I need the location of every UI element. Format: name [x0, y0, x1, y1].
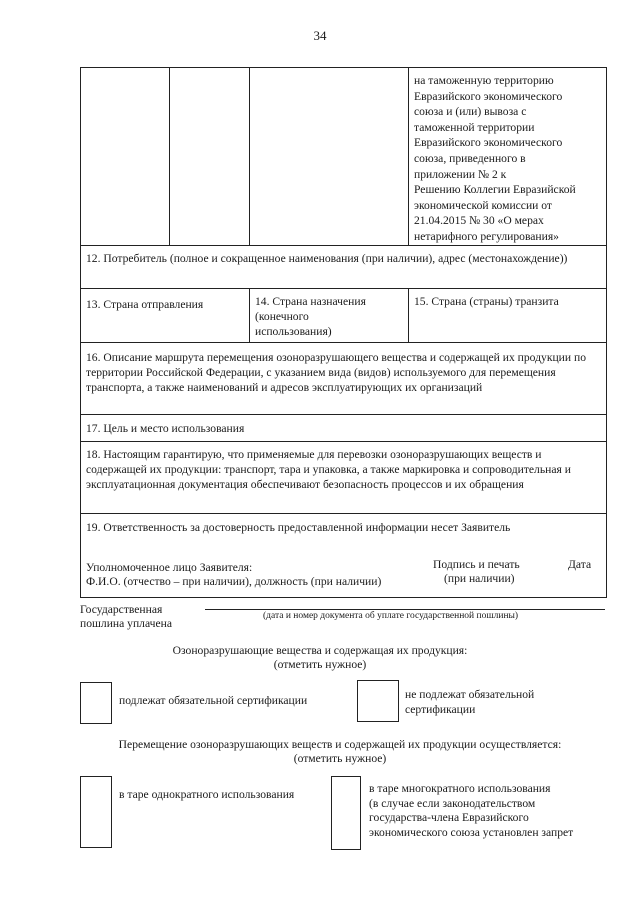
page-number: 34 [313, 28, 327, 43]
single-use-container-checkbox[interactable] [80, 776, 112, 848]
row-divider [80, 513, 607, 514]
movement-section-subtitle: (отметить нужное) [293, 752, 387, 765]
row-divider [80, 342, 607, 343]
table-left-border [80, 67, 81, 598]
ozone-section-subtitle: (отметить нужное) [273, 658, 367, 671]
table-top-border [80, 67, 607, 68]
movement-section-title: Перемещение озоноразрушающих веществ и содержащей их продукции осуществляется: [118, 738, 562, 751]
text-line: государства-члена Евразийского [369, 811, 529, 824]
multi-use-container-checkbox[interactable] [331, 776, 361, 850]
table-bottom-border [80, 597, 607, 598]
text-line: таможенной территории [414, 120, 535, 134]
row-divider [80, 414, 607, 415]
col-divider [249, 288, 250, 343]
field-19-responsibility: 19. Ответственность за достоверность предоставленной информации несет Заявитель [86, 521, 511, 534]
row-divider [80, 441, 607, 442]
text-line: экономического союза установлен запрет [369, 825, 574, 839]
text-line: на таможенную территорию [414, 74, 554, 87]
single-use-container-label: в таре однократного использования [119, 788, 295, 801]
state-fee-underline [205, 609, 605, 610]
text-line: в таре многократного использования [369, 782, 551, 795]
field-13-origin-country: 13. Страна отправления [86, 298, 204, 311]
row-divider [80, 288, 607, 289]
sign-label: Подпись и печать [433, 558, 520, 571]
customs-reference-text [414, 73, 576, 245]
text-line: Решению Коллегии Евразийской [414, 183, 576, 197]
field-15-transit-country: 15. Страна (страны) транзита [414, 295, 559, 308]
date-label: Дата [568, 558, 592, 571]
text-line: Евразийского экономического [414, 89, 563, 103]
text-line: 21.04.2015 № 30 «О мерах [414, 214, 544, 228]
cert-required-checkbox[interactable] [80, 682, 112, 724]
state-fee-label-line1: Государственная [80, 603, 163, 616]
ozone-section-title: Озоноразрушающие вещества и содержащая их продукция: [172, 644, 468, 657]
table-right-border [606, 67, 607, 598]
field-14-destination-country: 14. Страна назначения (конечного использования) [255, 295, 366, 338]
state-fee-caption: (дата и номер документа об уплате государственной пошлины) [263, 611, 519, 621]
col-divider [249, 67, 250, 246]
state-fee-label-line2: пошлина уплачена [80, 617, 172, 630]
multi-use-container-label [369, 782, 573, 840]
field-17-purpose: 17. Цель и место использования [86, 422, 245, 435]
text-line: Евразийского экономического [414, 136, 563, 150]
signer-label: Уполномоченное лицо Заявителя: [86, 561, 253, 574]
text-line: союза, приведенного в [414, 151, 526, 165]
col-divider [169, 67, 170, 246]
row-divider [80, 245, 607, 246]
signer-fio: Ф.И.О. (отчество – при наличии), должность (при наличии) [86, 575, 382, 588]
text-line: союза и (или) вывоза с [414, 105, 527, 119]
field-16-route-description: 16. Описание маршрута перемещения озоноразрушающего вещества и содержащей их продукции по территории Российской Федерации, с указанием вида (видов) используемого для перемещения транспорта, а также наименований и адресов эксплуатирующих их организаций [86, 351, 586, 394]
field-18-guarantee: 18. Настоящим гарантирую, что применяемые для перевозки озоноразрушающих веществ и содержащей их продукции: транспорт, тара и упаковка, а также маркировка и сопроводительная и эксплуатационная документация обеспечивают безопасность процессов и их обращения [86, 448, 571, 491]
col-divider [408, 288, 409, 343]
text-line: нетарифного регулирования» [414, 229, 559, 243]
cert-not-required-label-line1: не подлежат обязательной [405, 688, 535, 701]
field-12-consumer: 12. Потребитель (полное и сокращенное наименования (при наличии), адрес (местонахождение)) [86, 252, 568, 265]
text-line: экономической комиссии от [414, 198, 552, 212]
col-divider [408, 67, 409, 246]
cert-not-required-label-line2: сертификации [405, 703, 476, 716]
text-line: приложении № 2 к [414, 167, 507, 181]
cert-required-label: подлежат обязательной сертификации [119, 694, 308, 707]
text-line: (в случае если законодательством [369, 796, 536, 810]
cert-not-required-checkbox[interactable] [357, 680, 399, 722]
sign-sublabel: (при наличии) [444, 572, 515, 585]
